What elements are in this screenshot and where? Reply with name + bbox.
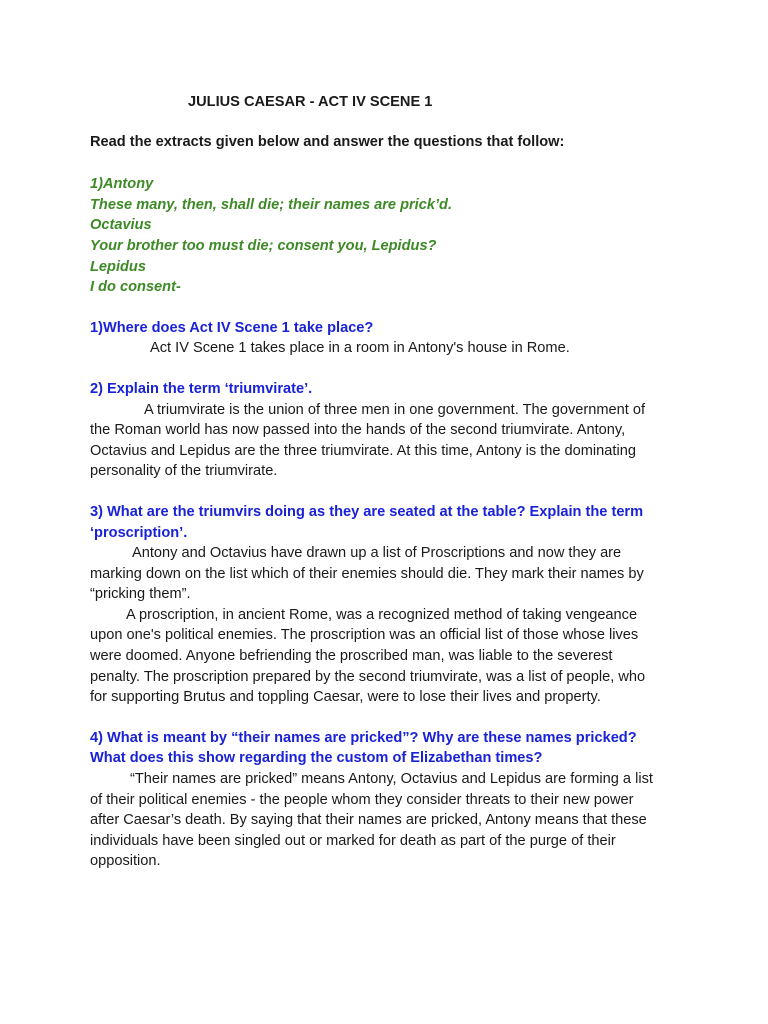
answer-2-line: A triumvirate is the union of three men in one government. The government of [144, 401, 646, 418]
document-title: JULIUS CAESAR - ACT IV SCENE 1 [188, 94, 433, 110]
extract-line: Your brother too must die; consent you, Lepidus? [90, 237, 437, 254]
answer-1: Act IV Scene 1 takes place in a room in Antony's house in Rome. [150, 340, 570, 357]
question-3-block [90, 502, 680, 708]
question-4-block [90, 728, 680, 872]
answer-2-line: the Roman world has now passed into the hands of the second triumvirate. Antony, [90, 422, 626, 439]
extract-block [90, 174, 680, 298]
answer-3-line: “pricking them”. [90, 586, 191, 603]
answer-4-line: after Caesar’s death. By saying that their names are pricked, Antony means that these [90, 812, 647, 829]
answer-4-line: of their political enemies - the people whom they consider threats to their new power [90, 791, 634, 808]
extract-line: Lepidus [90, 258, 146, 275]
answer-3b-line: penalty. The proscription prepared by the second triumvirate, was a list of people, who [90, 668, 646, 685]
answer-2-line: personality of the triumvirate. [90, 463, 278, 480]
question-3-line: 3) What are the triumvirs doing as they are seated at the table? Explain the term [90, 503, 644, 520]
question-3-line: ‘proscription’. [90, 524, 188, 541]
answer-3-line: marking down on the list which of their enemies should die. They mark their names by [90, 565, 644, 582]
answer-4-line: opposition. [90, 853, 161, 870]
answer-3-line: Antony and Octavius have drawn up a list of Proscriptions and now they are [132, 545, 622, 562]
question-4-line: 4) What is meant by “their names are pricked”? Why are these names pricked? [90, 729, 637, 746]
answer-4-line: “Their names are pricked” means Antony, Octavius and Lepidus are forming a list [130, 771, 653, 788]
instructions: Read the extracts given below and answer the questions that follow: [90, 133, 565, 150]
extract-line: 1)Antony [90, 176, 154, 193]
answer-3b-line: upon one's political enemies. The proscription was an official list of those whose lives [90, 627, 639, 644]
question-2: 2) Explain the term ‘triumvirate’. [90, 380, 313, 397]
answer-3b-line: A proscription, in ancient Rome, was a recognized method of taking vengeance [126, 606, 638, 623]
question-1: 1)Where does Act IV Scene 1 take place? [90, 319, 374, 336]
question-2-block [90, 379, 680, 482]
answer-3b-line: for supporting Brutus and toppling Caesar, were to lose their lives and property. [90, 689, 601, 706]
extract-line: Octavius [90, 217, 152, 234]
question-4-line: What does this show regarding the custom of Elizabethan times? [90, 750, 543, 767]
answer-4-line: individuals have been singled out or marked for death as part of the purge of their [90, 832, 616, 849]
answer-3b-line: were doomed. Anyone befriending the proscribed man, was liable to the severest [90, 648, 613, 665]
extract-line: These many, then, shall die; their names are prick’d. [90, 196, 452, 213]
extract-line: I do consent- [90, 279, 181, 296]
answer-2-line: Octavius and Lepidus are the three triumvirate. At this time, Antony is the dominating [90, 442, 636, 459]
question-1-block [90, 318, 680, 359]
document-content [90, 92, 680, 872]
